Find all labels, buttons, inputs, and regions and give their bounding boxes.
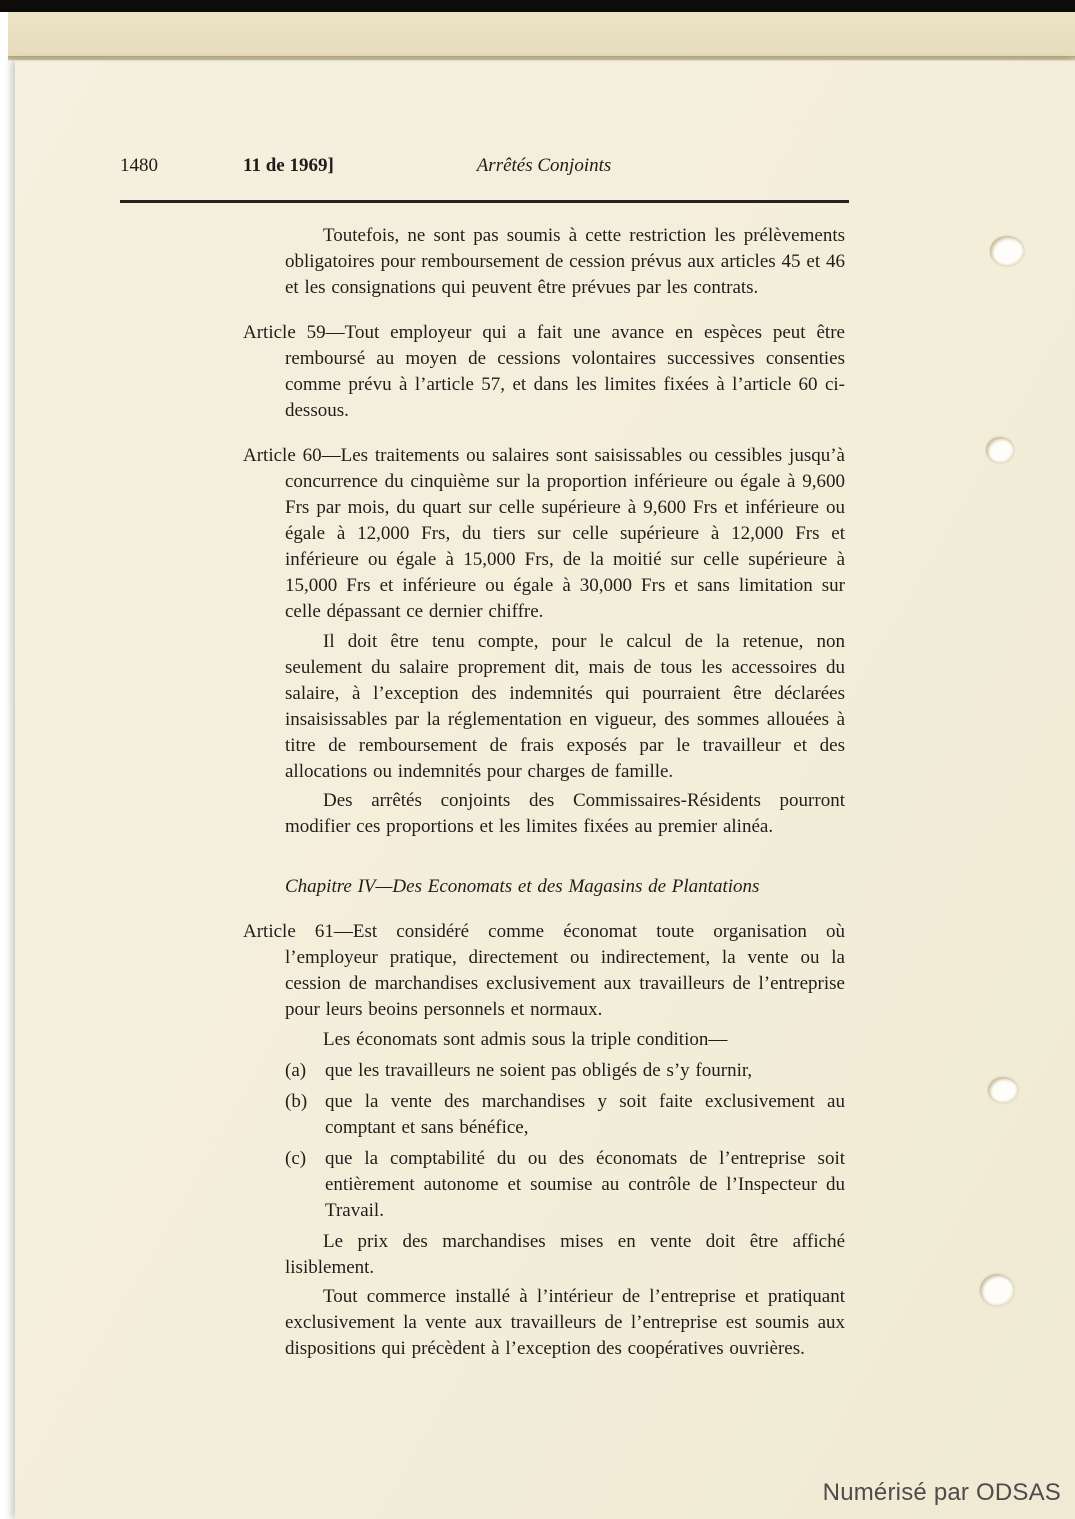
page-edge (8, 12, 1075, 60)
punch-hole (980, 1274, 1014, 1306)
indent-paragraph-text: Tout commerce installé à l’intérieur de l’entreprise et pratiquant exclusivement la vente aux travailleurs de l’entreprise est soumis aux dispositions qui précèdent à l’exception des coopératives ouvrières. (285, 1286, 845, 1359)
indent-paragraph-text: Des arrêtés conjoints des Commissaires-Résidents pourront modifier ces proportions et les limites fixées au premier alinéa. (285, 790, 845, 837)
punch-hole (986, 437, 1014, 463)
chapter-heading-text: Chapitre IV—Des Economats et des Magasins de Plantations (285, 876, 760, 897)
list-item (285, 1089, 845, 1141)
page-crease (8, 56, 1075, 62)
list-item-label: (a) (285, 1060, 307, 1081)
indent-paragraph (285, 788, 845, 840)
list-item-text: que les travailleurs ne soient pas obligés de s’y fournir, (325, 1060, 753, 1081)
scanner-edge (0, 0, 1075, 12)
indent-paragraph (285, 1229, 845, 1281)
indent-paragraph-text: Les économats sont admis sous la triple condition— (323, 1029, 728, 1050)
punch-hole (990, 236, 1024, 266)
running-title: Arrêtés Conjoints (476, 155, 612, 176)
page-header (0, 155, 1075, 185)
article (243, 919, 845, 1023)
indent-paragraph (285, 1027, 845, 1053)
indent-paragraph-text: Le prix des marchandises mises en vente doit être affiché lisiblement. (285, 1231, 845, 1278)
body-text (243, 220, 845, 1365)
indent-paragraph (285, 1284, 845, 1362)
article-text: Les traitements ou salaires sont saisissables ou cessibles jusqu’à concurrence du cinquième sur la proportion inférieure ou égale à 9,600 Frs par mois, du quart sur celle supérieure à 9,600 Frs et inférieure ou égale à 12,000 Frs, du tiers sur celle supérieure à 12,000 Frs et inférieure ou égale à 15,000 Frs, de la moitié sur celle supérieure à 15,000 Frs et inférieure ou égale à 30,000 Frs et sans limitation sur celle dépassant ce dernier chiffre. (285, 445, 845, 622)
list-item-label: (b) (285, 1091, 308, 1112)
indent-paragraph (285, 223, 845, 301)
list-item-text: que la vente des marchandises y soit faite exclusivement au comptant et sans bénéfice, (325, 1091, 845, 1138)
list-item-label: (c) (285, 1148, 307, 1169)
article-label: Article 60— (243, 445, 341, 466)
article (243, 443, 845, 625)
doc-reference: 11 de 1969] (243, 155, 334, 176)
indent-paragraph (285, 629, 845, 785)
chapter-heading (285, 874, 845, 900)
list-item-text: que la comptabilité du ou des économats de l’entreprise soit entièrement autonome et soumise au contrôle de l’Inspecteur du Travail. (325, 1148, 845, 1221)
scan-watermark: Numérisé par ODSAS (822, 1479, 1061, 1506)
indent-paragraph-text: Toutefois, ne sont pas soumis à cette restriction les prélèvements obligatoires pour remboursement de cession prévus aux articles 45 et 46 et les consignations qui peuvent être prévues par les contrats. (285, 225, 845, 298)
article-text: Est considéré comme économat toute organisation où l’employeur pratique, directement ou indirectement, la vente ou la cession de marchandises exclusivement aux travailleurs de l’entreprise pour leurs beoins personnels et normaux. (285, 921, 845, 1020)
indent-paragraph-text: Il doit être tenu compte, pour le calcul de la retenue, non seulement du salaire proprement dit, mais de tous les accessoires du salaire, à l’exception des indemnités qui pourraient être déclarées insaisissables par la réglementation en vigueur, des sommes allouées à titre de remboursement de frais exposés par le travailleur et des allocations ou indemnités pour charges de famille. (285, 631, 845, 782)
article-text: Tout employeur qui a fait une avance en espèces peut être remboursé au moyen de cessions volontaires successives consenties comme prévu à l’article 57, et dans les limites fixées à l’article 60 ci-dessous. (285, 322, 845, 421)
punch-hole (988, 1077, 1018, 1103)
article-label: Article 61— (243, 921, 353, 942)
header-rule (120, 200, 849, 203)
list-item (285, 1146, 845, 1224)
list-item (285, 1058, 845, 1084)
article-label: Article 59— (243, 322, 345, 343)
article (243, 320, 845, 424)
page-number: 1480 (120, 155, 158, 176)
